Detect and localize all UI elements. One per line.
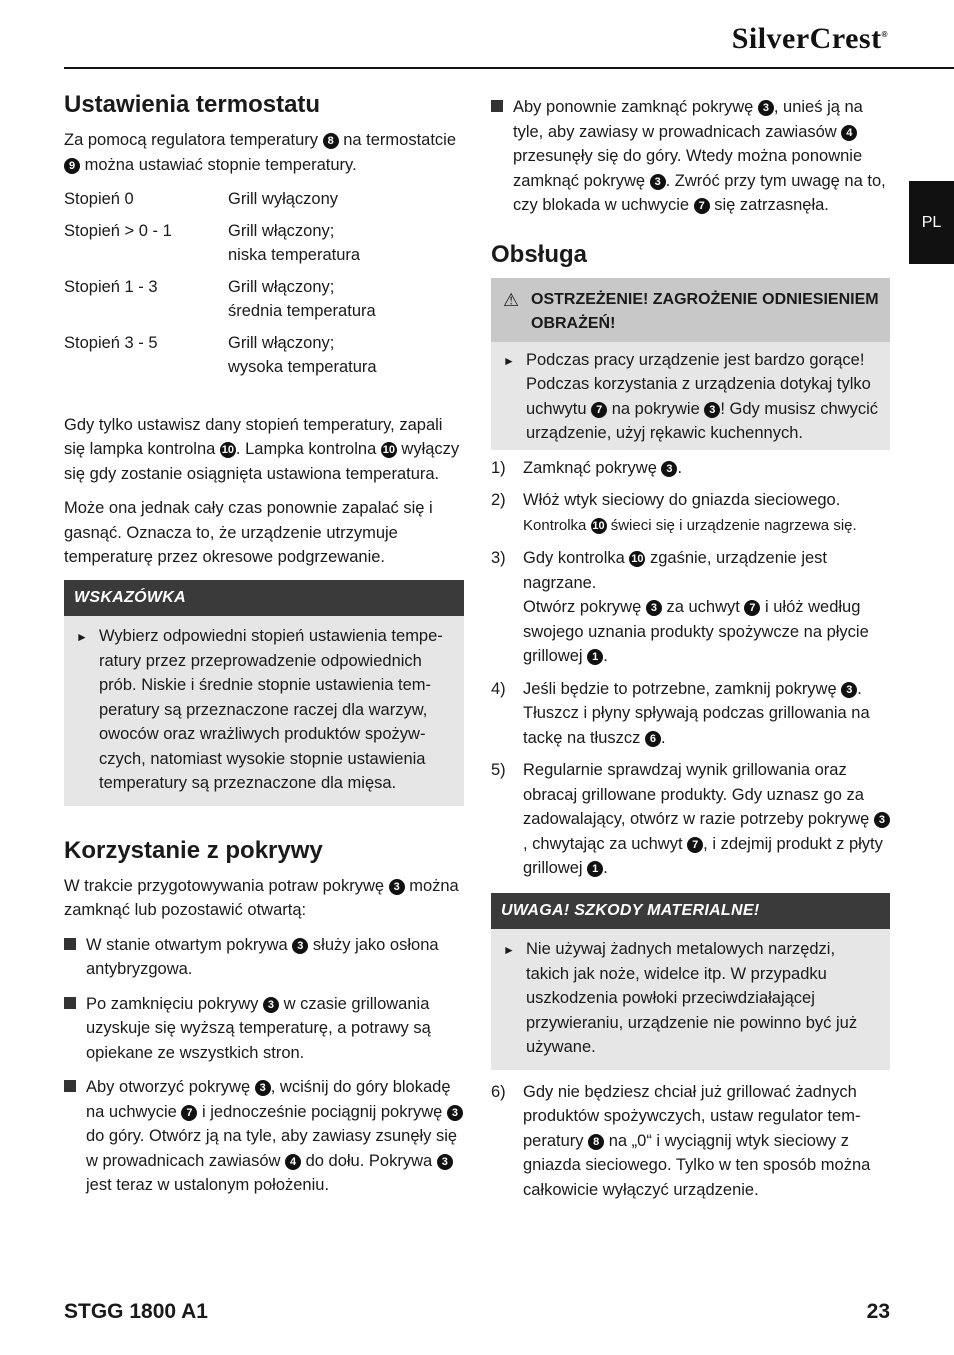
part-number-badge: 8 [588,1134,604,1150]
table-row: Stopień > 0 - 1 Grill włączony; niska temperatura [64,221,361,264]
square-bullet-icon [491,95,513,218]
list-item: W stanie otwartym pokrywa 3 służy jako osłona antybryzgowa. [64,933,464,982]
arrow-icon: ► [503,353,515,368]
list-item: Po zamknięciu pokrywy 3 w czasie grillowania uzyskuje się wyższą temperaturę, a potrawy są opiekane ze wszystkich stron. [64,992,464,1066]
cycling-paragraph: Może ona jednak cały czas ponownie zapalać się i gasnąć. Oznacza to, że urządzenie utrzymuje temperaturę przez okresowe podgrzewanie. [64,499,433,566]
step-item: 1) Zamknąć pokrywę 3 . [491,458,683,477]
part-number-badge: 7 [591,402,607,418]
table-row: Stopień 0 Grill wyłączony [64,190,339,208]
part-number-badge: 4 [841,125,857,141]
step-item: 3) Gdy kontrolka 10 zgaśnie, urządzenie jest nagrzane. Otwórz pokrywę 3 za uchwyt 7 i ułóż według swojego uznania produkty spożywcze na płycie grillowej 1 . [491,549,869,665]
list-item: Aby otworzyć pokrywę 3 , wciśnij do góry blokadę na uchwycie 7 i jednocześnie pociągnij pokrywę 3 do góry. Otwórz ją na tyle, aby zawiasy zsunęły się w prowadnicach zawiasów 4 do dołu. Pokrywa 3 jest teraz w ustalonym położeniu. [64,1075,464,1198]
part-number-badge: 9 [64,158,80,174]
part-number-badge: 7 [744,600,760,616]
part-number-badge: 10 [631,553,644,565]
part-number-badge: 7 [181,1105,197,1121]
lid-heading: Korzystanie z pokrywy [64,836,323,864]
left-column [64,90,464,1208]
warning-heading: ⚠ OSTRZEŻENIE! ZAGROŻENIE ODNIESIENIEM OBRAŻEŃ! [491,278,890,342]
arrow-icon: ► [76,630,88,644]
thermostat-intro: Za pomocą regulatora temperatury 8 na termostatcie 9 można ustawiać stopnie temperatury. [64,131,457,174]
part-number-badge: 10 [382,444,395,456]
caution-heading: UWAGA! SZKODY MATERIALNE! [491,893,890,930]
part-number-badge: 4 [285,1154,301,1170]
brand-logo: SilverCrest® [731,22,888,55]
part-number-badge: 10 [221,444,235,456]
step-item: 6) Gdy nie będziesz chciał już grillować żadnych produktów spożywczych, ustaw regulator temperatury 8 na „0“ i wyciągnij wtyk sieciowy z gniazda sieciowego. Tylko w ten sposób można całkowicie wyłączyć urządzenie. [491,1082,871,1199]
arrow-icon: ► [503,943,515,957]
temperature-table [64,187,377,387]
warning-triangle-icon: ⚠ [503,289,520,310]
part-number-badge: 3 [292,938,308,954]
lid-intro: W trakcie przygotowywania potraw pokrywę 3 można zamknąć lub pozostawić otwartą: [64,876,459,919]
table-row: Stopień 3 - 5 Grill włączony; wysoka temperatura [64,333,377,376]
part-number-badge: 10 [592,519,605,532]
footer-model: STGG 1800 A1 [64,1300,208,1323]
part-number-badge: 3 [661,461,677,477]
square-bullet-icon [64,933,86,982]
operation-heading: Obsługa [491,240,588,268]
part-number-badge: 3 [758,100,774,116]
language-tab: PL [909,181,954,264]
step-item: 5) Regularnie sprawdzaj wynik grillowania oraz obracaj grillowane produkty. Gdy uznasz go za zadowalający, otwórz w razie potrzeby pokrywę 3, chwytając za uchwyt 7 , i zdejmij produkt z płyty grillowej 1 . [491,758,890,881]
part-number-badge: 7 [687,837,703,853]
right-column [491,95,890,1210]
square-bullet-icon [64,992,86,1066]
tip-item: ► Wybierz odpowiedni stopień ustawienia temperatury przez przeprowadzenie odpowiednich prób. Niskie i średnie stopnie ustawienia temperatury są przeznaczone raczej dla warzyw, owoców oraz wrażliwych produktów spożywczych, natomiast wysokie stopnie ustawienia temperatury są przeznaczone dla mięsa. [64,624,464,796]
indicator-paragraph: Gdy tylko ustawisz dany stopień temperatury, zapali się lampka kontrolna 10 . Lampka kontrolna 10 wyłączy się gdy zostanie osiągnięta ustawiona temperatura. [64,415,460,483]
part-number-badge: 3 [263,997,279,1013]
thermostat-heading: Ustawienia termostatu [64,91,321,118]
tip-box [64,580,464,806]
warning-box [491,278,890,450]
part-number-badge: 3 [255,1080,271,1096]
part-number-badge: 1 [587,649,603,665]
square-bullet-icon [64,1075,86,1198]
part-number-badge: 3 [646,600,662,616]
part-number-badge: 7 [694,198,710,214]
caution-item: ► Nie używaj żadnych metalowych narzędzi, takich jak noże, widelce itp. W przypadku uszkodzenia powłoki przeciwdziałającej przywieraniu, urządzenie nie powinno być już używane. [491,937,890,1060]
caution-box [491,893,890,1070]
table-row: Stopień 1 - 3 Grill włączony; średnia temperatura [64,277,376,320]
part-number-badge: 3 [389,879,405,895]
part-number-badge: 3 [447,1105,463,1121]
part-number-badge: 8 [323,133,339,149]
part-number-badge: 3 [650,174,666,190]
tip-heading: WSKAZÓWKA [64,580,464,617]
part-number-badge: 6 [645,731,661,747]
part-number-badge: 3 [437,1154,453,1170]
part-number-badge: 3 [874,812,890,828]
part-number-badge: 3 [841,682,857,698]
page-number: 23 [866,1300,890,1323]
part-number-badge: 3 [704,402,720,418]
part-number-badge: 1 [587,861,603,877]
header-rule [64,67,954,69]
warning-item: ► Podczas pracy urządzenie jest bardzo gorące! Podczas korzystania z urządzenia dotykaj tylko uchwytu 7 na pokrywie 3 ! Gdy musisz chwycić urządzenie, użyj rękawic kuchennych. [491,342,890,446]
step-item: 2) Włóż wtyk sieciowy do gniazda sieciowego. Kontrolka 10 świeci się i urządzenie nagrzewa się. [491,491,857,534]
step-item: 4) Jeśli będzie to potrzebne, zamknij pokrywę 3 . Tłuszcz i płyny spływają podczas grillowania na tackę na tłuszcz 6 . [491,679,870,747]
list-item: Aby ponownie zamknąć pokrywę 3 , unieś ją na tyle, aby zawiasy w prowadnicach zawiasów 4 przesunęły się do góry. Wtedy można ponownie zamknąć pokrywę 3 . Zwróć przy tym uwagę na to, czy blokada w uchwycie 7 się zatrzasnęła. [491,95,890,218]
